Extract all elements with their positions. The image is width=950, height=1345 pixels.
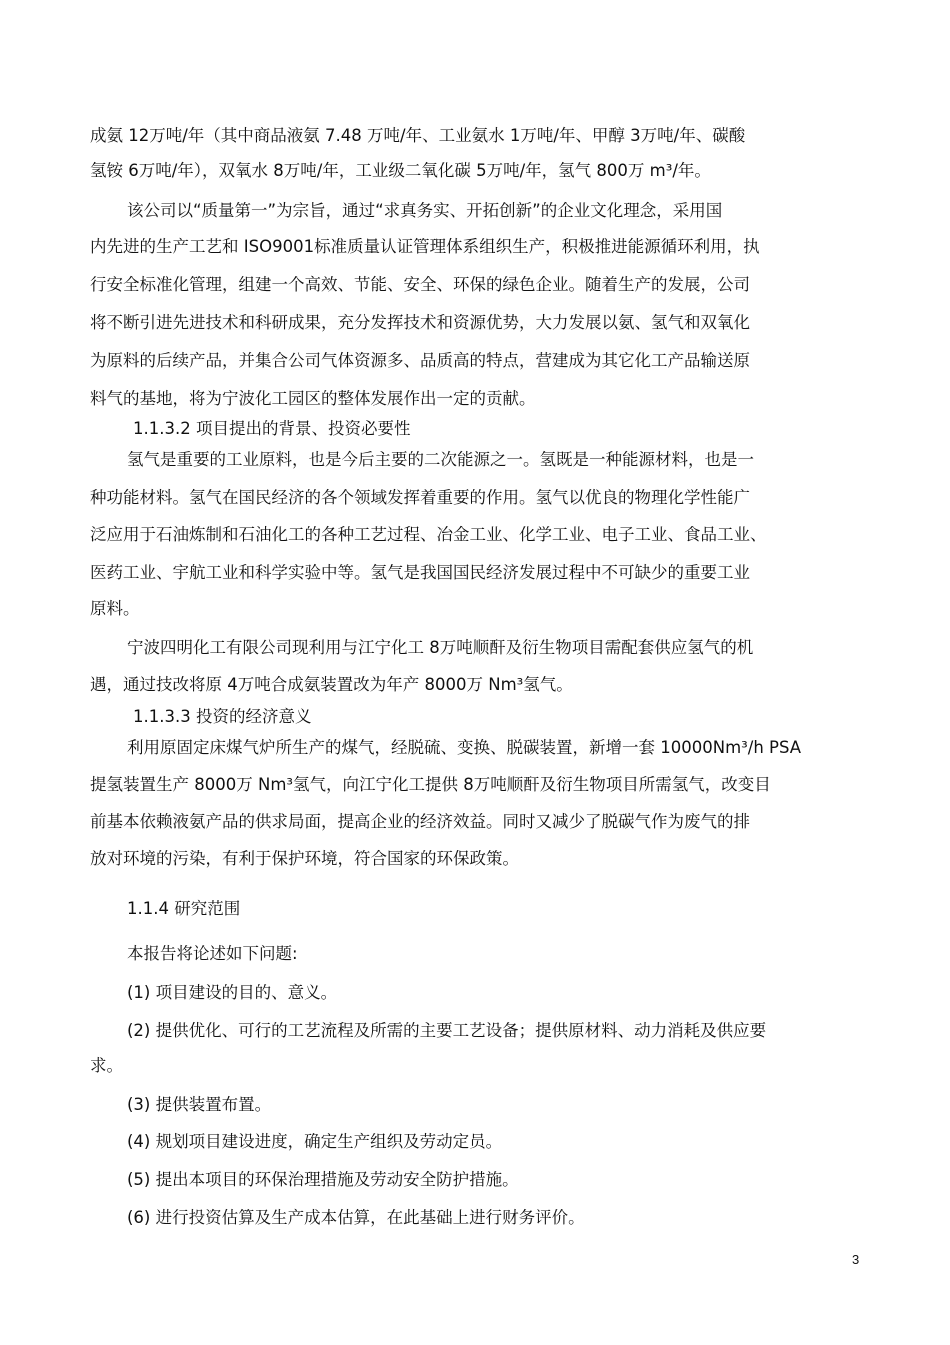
paragraph-line: 内先进的生产工艺和 ISO9001标准质量认证管理体系组织生产，积极推进能源循环利用，执 — [90, 237, 760, 256]
paragraph-line: 提氢装置生产 8000万 Nm³氢气，向江宁化工提供 8万吨顺酐及衍生物项目所需氢气，改变目 — [90, 775, 771, 794]
paragraph-line: 料气的基地，将为宁波化工园区的整体发展作出一定的贡献。 — [90, 389, 536, 408]
list-item: (3) 提供装置布置。 — [127, 1095, 272, 1114]
paragraph-line: 前基本依赖液氨产品的供求局面，提高企业的经济效益。同时又减少了脱碳气作为废气的排 — [90, 812, 750, 831]
list-item: (2) 提供优化、可行的工艺流程及所需的主要工艺设备；提供原材料、动力消耗及供应要 — [127, 1021, 767, 1040]
paragraph-line: 原料。 — [90, 599, 140, 618]
paragraph-line: 医药工业、宇航工业和科学实验中等。氢气是我国国民经济发展过程中不可缺少的重要工业 — [90, 563, 750, 582]
page-number: 3 — [852, 1252, 860, 1267]
paragraph-line: 成氨 12万吨/年（其中商品液氨 7.48 万吨/年、工业氨水 1万吨/年、甲醇 3万吨/年、碳酸 — [90, 126, 746, 145]
paragraph-line: 泛应用于石油炼制和石油化工的各种工艺过程、冶金工业、化学工业、电子工业、食品工业、 — [90, 525, 767, 544]
list-item: (4) 规划项目建设进度，确定生产组织及劳动定员。 — [127, 1132, 503, 1151]
section-heading: 1.1.4 研究范围 — [127, 899, 241, 918]
paragraph-line: 放对环境的污染，有利于保护环境，符合国家的环保政策。 — [90, 849, 519, 868]
paragraph-line: 氢气是重要的工业原料，也是今后主要的二次能源之一。氢既是一种能源材料，也是一 — [127, 450, 754, 469]
paragraph-line: 种功能材料。氢气在国民经济的各个领域发挥着重要的作用。氢气以优良的物理化学性能广 — [90, 488, 750, 507]
section-heading: 1.1.3.3 投资的经济意义 — [133, 707, 312, 726]
paragraph-line: 行安全标准化管理，组建一个高效、节能、安全、环保的绿色企业。随着生产的发展，公司 — [90, 275, 750, 294]
list-item: (5) 提出本项目的环保治理措施及劳动安全防护措施。 — [127, 1170, 519, 1189]
paragraph-line: 该公司以“质量第一”为宗旨，通过“求真务实、开拓创新”的企业文化理念，采用国 — [127, 201, 723, 220]
paragraph-line: 本报告将论述如下问题: — [127, 944, 298, 963]
paragraph-line: 遇，通过技改将原 4万吨合成氨装置改为年产 8000万 Nm³氢气。 — [90, 675, 573, 694]
list-item: (6) 进行投资估算及生产成本估算，在此基础上进行财务评价。 — [127, 1208, 585, 1227]
list-item: (1) 项目建设的目的、意义。 — [127, 983, 338, 1002]
paragraph-line: 为原料的后续产品，并集合公司气体资源多、品质高的特点，营建成为其它化工产品输送原 — [90, 351, 750, 370]
section-heading: 1.1.3.2 项目提出的背景、投资必要性 — [133, 419, 411, 438]
paragraph-line: 宁波四明化工有限公司现利用与江宁化工 8万吨顺酐及衍生物项目需配套供应氢气的机 — [127, 638, 754, 657]
paragraph-line: 利用原固定床煤气炉所生产的煤气，经脱硫、变换、脱碳装置，新增一套 10000Nm³/h PSA — [127, 738, 802, 757]
paragraph-line: 氢铵 6万吨/年），双氧水 8万吨/年，工业级二氧化碳 5万吨/年，氢气 800万 m³/年。 — [90, 161, 711, 180]
list-item-continuation: 求。 — [90, 1056, 123, 1075]
paragraph-line: 将不断引进先进技术和科研成果，充分发挥技术和资源优势，大力发展以氨、氢气和双氧化 — [90, 313, 750, 332]
